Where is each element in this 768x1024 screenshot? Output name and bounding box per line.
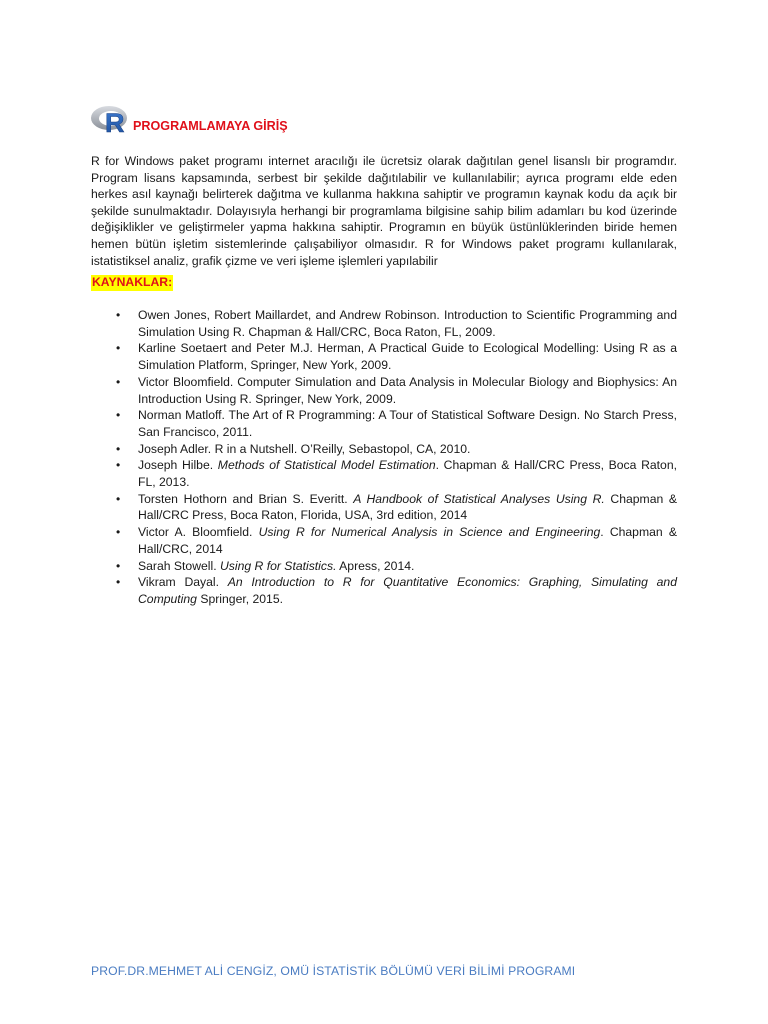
bullet-icon: •	[116, 308, 121, 322]
reference-item	[91, 491, 677, 524]
reference-text: Victor Bloomfield. Computer Simulation and Data Analysis in Molecular Biology and Biophysics: An Introduction Using R. Springer, New York, 2009.	[138, 374, 677, 406]
reference-item	[91, 441, 677, 458]
reference-text: Joseph Hilbe.	[138, 458, 218, 473]
reference-text-end: Springer, 2015.	[196, 591, 284, 606]
bullet-icon: •	[116, 408, 121, 423]
reference-title: Methods of Statistical Model Estimation	[217, 458, 436, 473]
reference-item	[91, 574, 677, 607]
reference-title: Using R for Numerical Analysis in Science and Engineering	[258, 525, 601, 540]
reference-text-end: Chapman & Hall/CRC Press, Boca Raton, Florida, USA, 3rd edition, 2014	[138, 491, 677, 523]
reference-text: Torsten Hothorn and Brian S. Everitt.	[138, 491, 354, 506]
reference-text: Owen Jones, Robert Maillardet, and Andrew Robinson. Introduction to Scientific Programming and Simulation Using R. Chapman & Hall/CRC, Boca Raton, FL, 2009.	[138, 308, 677, 339]
page-footer: PROF.DR.MEHMET ALİ CENGİZ, OMÜ İSTATİSTİK BÖLÜMÜ VERİ BİLİMİ PROGRAMI	[91, 964, 576, 978]
bullet-icon: •	[116, 558, 121, 573]
reference-item	[91, 524, 677, 557]
reference-title: A Handbook of Statistical Analyses Using R.	[353, 491, 605, 506]
r-logo-icon	[90, 102, 132, 138]
section-header	[90, 98, 288, 138]
bullet-icon: •	[116, 441, 121, 456]
references-heading: KAYNAKLAR:	[92, 275, 173, 289]
bullet-icon: •	[116, 458, 121, 473]
reference-text: Sarah Stowell.	[138, 558, 220, 573]
reference-text-end: Apress, 2014.	[336, 558, 415, 573]
reference-text: Victor A. Bloomfield.	[138, 525, 259, 540]
bullet-icon: •	[116, 341, 121, 356]
reference-text-end: . Chapman & Hall/CRC Press, Boca Raton, FL, 2013.	[138, 458, 677, 490]
page-title: PROGRAMLAMAYA GİRİŞ	[133, 119, 288, 133]
reference-text: Joseph Adler. R in a Nutshell. O’Reilly, Sebastopol, CA, 2010.	[138, 441, 471, 456]
bullet-icon: •	[116, 491, 121, 506]
intro-paragraph: R for Windows paket programı internet aracılığı ile ücretsiz olarak dağıtılan genel lisanslı bir programdır. Program lisans kapsamında, serbest bir şekilde dağıtılabilir ve kullanılabilir; ayrıca programı elde eden herkes asıl kaynağı belirterek dağıtma ve kullanma hakkına sahiptir ve programın kaynak kodu da açık bir şekilde sunulmaktadır. Dolayısıyla herhangi bir programlama bilgisine sahip bilim adamları bu kod üzerinde değişiklikler ve geliştirmeler yapma hakkına sahiptir. Programın en büyük üstünlüklerinden biride hemen hemen bütün işletim sistemlerinde çalışabiliyor olmasıdır. R for Windows paket programı kullanılarak, istatistiksel analiz, grafik çizme ve veri işleme işlemleri yapılabilir	[91, 154, 677, 268]
bullet-icon: •	[116, 374, 121, 389]
reference-item	[91, 374, 677, 407]
reference-text: Norman Matloff. The Art of R Programming: A Tour of Statistical Software Design. No Starch Press, San Francisco, 2011.	[138, 408, 677, 439]
r-logo-letter: R	[105, 108, 125, 138]
reference-item	[91, 558, 677, 575]
reference-item	[91, 307, 677, 340]
reference-item	[91, 457, 677, 490]
bullet-icon: •	[116, 525, 121, 540]
bullet-icon: •	[116, 575, 121, 590]
reference-text: Vikram Dayal.	[138, 575, 228, 590]
reference-text-end: . Chapman & Hall/CRC, 2014	[138, 525, 677, 556]
reference-text: Karline Soetaert and Peter M.J. Herman, A Practical Guide to Ecological Modelling: Using R as a Simulation Platform, Springer, New York, 2009.	[138, 341, 677, 373]
reference-title: An Introduction to R for Quantitative Economics: Graphing, Simulating and Computing	[138, 575, 677, 606]
references-list	[91, 307, 677, 608]
reference-item	[91, 407, 677, 440]
reference-title: Using R for Statistics.	[219, 558, 337, 573]
reference-item	[91, 340, 677, 373]
